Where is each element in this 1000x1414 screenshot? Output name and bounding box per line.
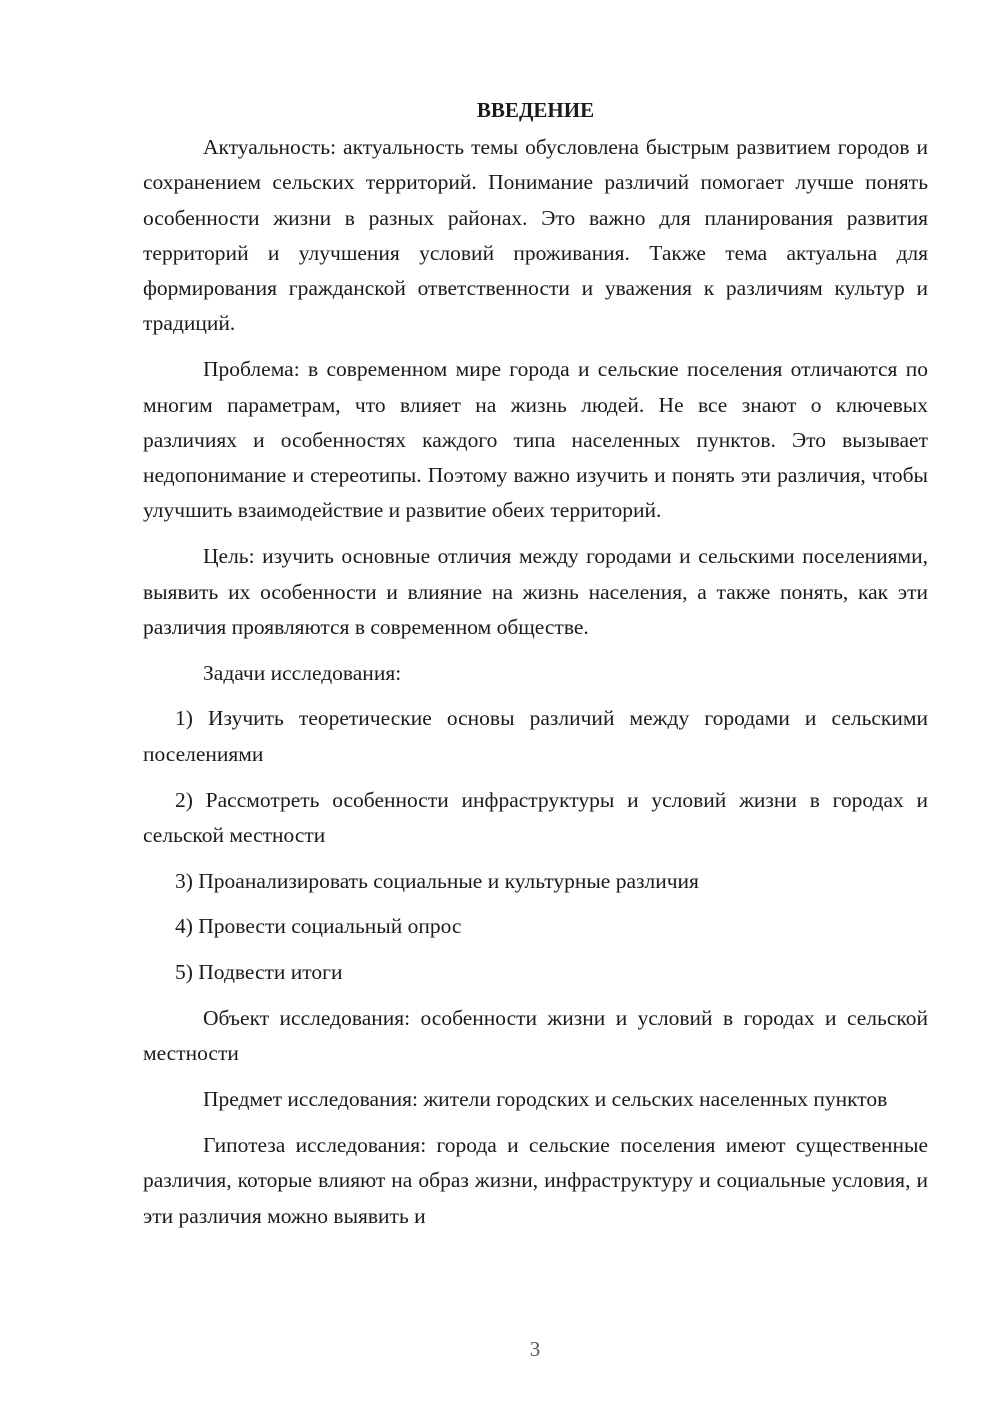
relevance-paragraph: Актуальность: актуальность темы обусловлена быстрым развитием городов и сохранением сельских территорий. Понимание различий помогает лучше понять особенности жизни в разных районах. Это важно для планирования развития территорий и улучшения условий проживания. Также тема актуальна для формирования гражданской ответственности и уважения к различиям культур и традиций.	[143, 135, 928, 336]
problem-paragraph: Проблема: в современном мире города и сельские поселения отличаются по многим параметрам, что влияет на жизнь людей. Не все знают о ключевых различиях и особенностях каждого типа населенных пунктов. Это вызывает недопонимание и стереотипы. Поэтому важно изучить и понять эти различия, чтобы улучшить взаимодействие и развитие обеих территорий.	[143, 357, 928, 523]
tasks-heading: Задачи исследования:	[203, 660, 402, 685]
goal-paragraph: Цель: изучить основные отличия между городами и сельскими поселениями, выявить их особенности и влияние на жизнь населения, а также понять, как эти различия проявляются в современном обществе.	[143, 544, 928, 639]
document-page	[143, 95, 928, 1244]
section-title: ВВЕДЕНИЕ	[476, 98, 595, 122]
page-number: 3	[529, 1337, 541, 1361]
hypothesis-paragraph: Гипотеза исследования: города и сельские поселения имеют существенные различия, которые влияют на образ жизни, инфраструктуру и социальные условия, и эти различия можно выявить и	[143, 1132, 928, 1228]
subject-paragraph: Предмет исследования: жители городских и сельских населенных пунктов	[203, 1087, 888, 1112]
object-paragraph: Объект исследования: особенности жизни и условий в городах и сельской местности	[143, 1006, 928, 1066]
task-item-4: 4) Провести социальный опрос	[175, 914, 462, 939]
task-item-3: 3) Проанализировать социальные и культурные различия	[175, 868, 699, 893]
task-item-1: 1) Изучить теоретические основы различий между городами и сельскими поселениями	[143, 706, 928, 766]
task-item-2: 2) Рассмотреть особенности инфраструктуры и условий жизни в городах и сельской местности	[143, 787, 928, 847]
task-item-5: 5) Подвести итоги	[175, 960, 343, 985]
